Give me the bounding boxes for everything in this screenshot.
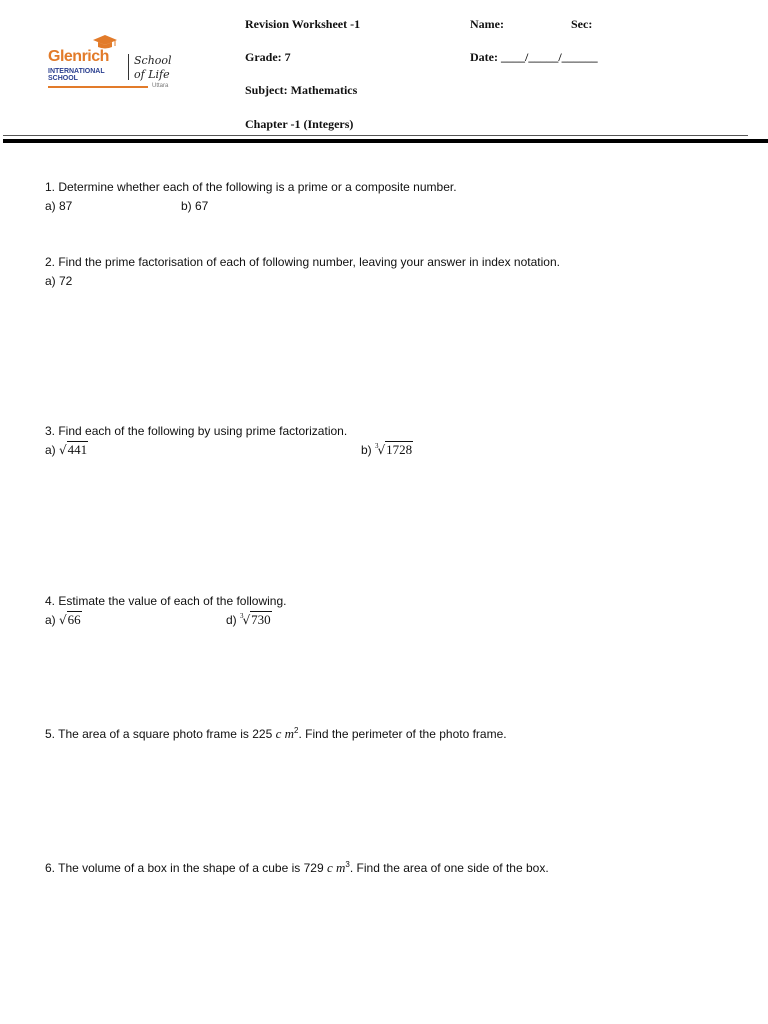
radicand: 441 (67, 442, 88, 457)
question-3-part-a-label: a) (45, 443, 56, 457)
question-3-part-b (361, 442, 413, 458)
question-4-part-d-label: d) (226, 613, 237, 627)
header-divider-thin (3, 135, 748, 136)
school-logo (46, 32, 176, 94)
radicand: 66 (67, 612, 81, 627)
chapter-label: Chapter -1 (Integers) (245, 117, 354, 131)
question-4-part-d (226, 612, 272, 628)
worksheet-title: Revision Worksheet -1 (245, 17, 361, 31)
question-3-text: 3. Find each of the following by using prime factorization. (45, 424, 348, 438)
date-label: Date: ____/_____/______ (470, 50, 598, 64)
question-6-lead: 6. The volume of a box in the shape of a cube is 729 (45, 861, 324, 875)
question-5-text (45, 726, 507, 742)
unit-cm: c m (275, 726, 295, 741)
question-2-part-a: a) 72 (45, 274, 73, 288)
header-divider-thick (3, 139, 768, 143)
question-4-text: 4. Estimate the value of each of the following. (45, 594, 287, 608)
square-root-expression: √66 (59, 612, 81, 627)
grade-label: Grade: 7 (245, 50, 291, 64)
logo-tagline-line2: of Life (134, 68, 170, 81)
question-5-lead: 5. The area of a square photo frame is 225 (45, 727, 273, 741)
logo-city: Uttara (152, 83, 169, 89)
root-index: 3 (375, 442, 379, 450)
question-3-part-b-label: b) (361, 443, 372, 457)
unit-power: 3 (345, 860, 350, 869)
cube-root-expression: $^3$√730 (240, 612, 271, 627)
question-1-part-b: b) 67 (181, 199, 209, 213)
question-4-part-a-label: a) (45, 613, 56, 627)
name-label: Name: (470, 17, 504, 31)
logo-underline (48, 86, 148, 88)
logo-divider (128, 54, 129, 80)
question-1-part-a: a) 87 (45, 199, 73, 213)
question-2-text: 2. Find the prime factorisation of each of following number, leaving your answer in index notation. (45, 255, 560, 269)
section-label: Sec: (571, 17, 593, 31)
logo-subtitle-line1: INTERNATIONAL (48, 68, 105, 75)
question-5-tail: . Find the perimeter of the photo frame. (298, 727, 507, 741)
question-1-text: 1. Determine whether each of the following is a prime or a composite number. (45, 180, 457, 194)
unit-cm: c m (326, 860, 346, 875)
question-6-tail: . Find the area of one side of the box. (349, 861, 549, 875)
radicand: 730 (251, 612, 271, 627)
logo-subtitle-line2: SCHOOL (48, 75, 78, 82)
subject-label: Subject: Mathematics (245, 83, 358, 97)
question-6-text (45, 860, 549, 876)
unit-power: 2 (294, 726, 299, 735)
square-root-expression: √441 (59, 442, 88, 457)
radicand: 1728 (386, 442, 413, 457)
root-index: 3 (240, 612, 244, 620)
cube-root-expression: $^3$√1728 (375, 442, 413, 457)
logo-brand: Glenrich (48, 48, 109, 65)
question-4-part-a (45, 612, 82, 628)
question-3-part-a (45, 442, 88, 458)
logo-tagline-line1: School (134, 54, 172, 67)
